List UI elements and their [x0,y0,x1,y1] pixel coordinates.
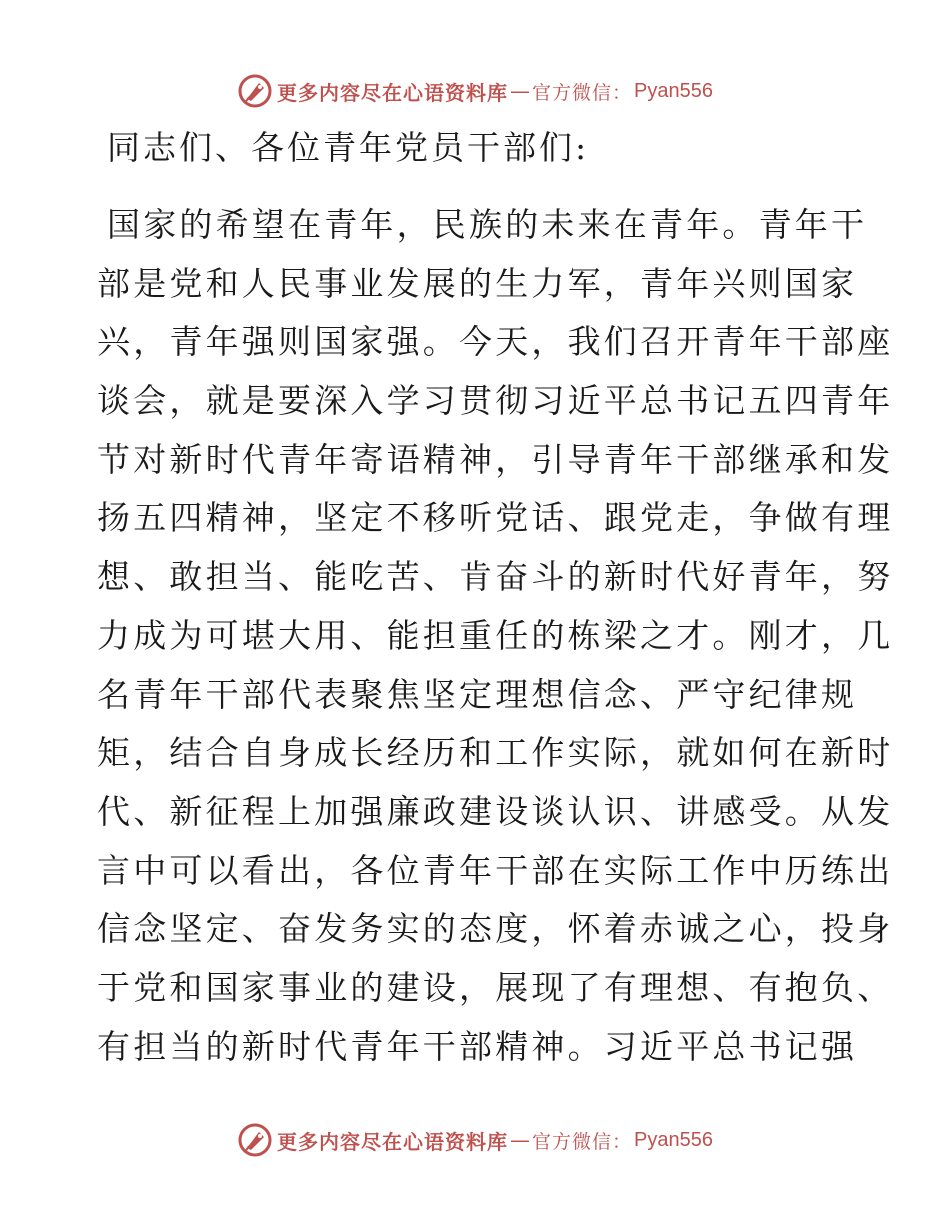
text-line: 节对新时代青年寄语精神，引导青年干部继承和发 [97,439,894,479]
banner-wechat-label: 官方微信： [532,81,633,104]
footer-banner [0,1120,950,1160]
salutation: 同志们、各位青年党员干部们: [107,128,590,167]
text-line: 部是党和人民事业发展的生力军，青年兴则国家 [97,263,858,303]
banner-wechat-id: Pyan556 [634,79,713,102]
text-line: 力成为可堪大用、能担重任的栋梁之才。刚才，几 [97,615,894,655]
document-body [97,196,894,1076]
text-line: 想、敢担当、能吃苦、肯奋斗的新时代好青年，努 [97,557,894,597]
text-line: 名青年干部代表聚焦坚定理想信念、严守纪律规 [97,674,858,714]
text-line: 有担当的新时代青年干部精神。习近平总书记强 [97,1026,858,1066]
pen-nib-icon [237,73,273,109]
text-line: 谈会，就是要深入学习贯彻习近平总书记五四青年 [97,381,894,421]
header-banner [0,71,950,111]
banner-wechat-label: 官方微信： [532,1130,633,1153]
pen-nib-icon [237,1122,273,1158]
text-line: 代、新征程上加强廉政建设谈认识、讲感受。从发 [97,791,894,831]
banner-wechat-id: Pyan556 [634,1128,713,1151]
text-line: 言中可以看出，各位青年干部在实际工作中历练出 [97,850,894,890]
banner-brand: 更多内容尽在心语资料库 [277,80,508,105]
text-line: 信念坚定、奋发务实的态度，怀着赤诚之心，投身 [97,909,894,949]
banner-brand: 更多内容尽在心语资料库 [277,1129,508,1154]
text-line: 兴，青年强则国家强。今天，我们召开青年干部座 [97,322,894,362]
banner-dash: — [510,79,530,103]
text-line: 扬五四精神，坚定不移听党话、跟党走，争做有理 [97,498,894,538]
text-line: 国家的希望在青年，民族的未来在青年。青年干 [107,205,868,244]
banner-dash: — [510,1128,530,1152]
text-line: 于党和国家事业的建设，展现了有理想、有抱负、 [97,967,894,1007]
text-line: 矩，结合自身成长经历和工作实际，就如何在新时 [97,733,894,773]
